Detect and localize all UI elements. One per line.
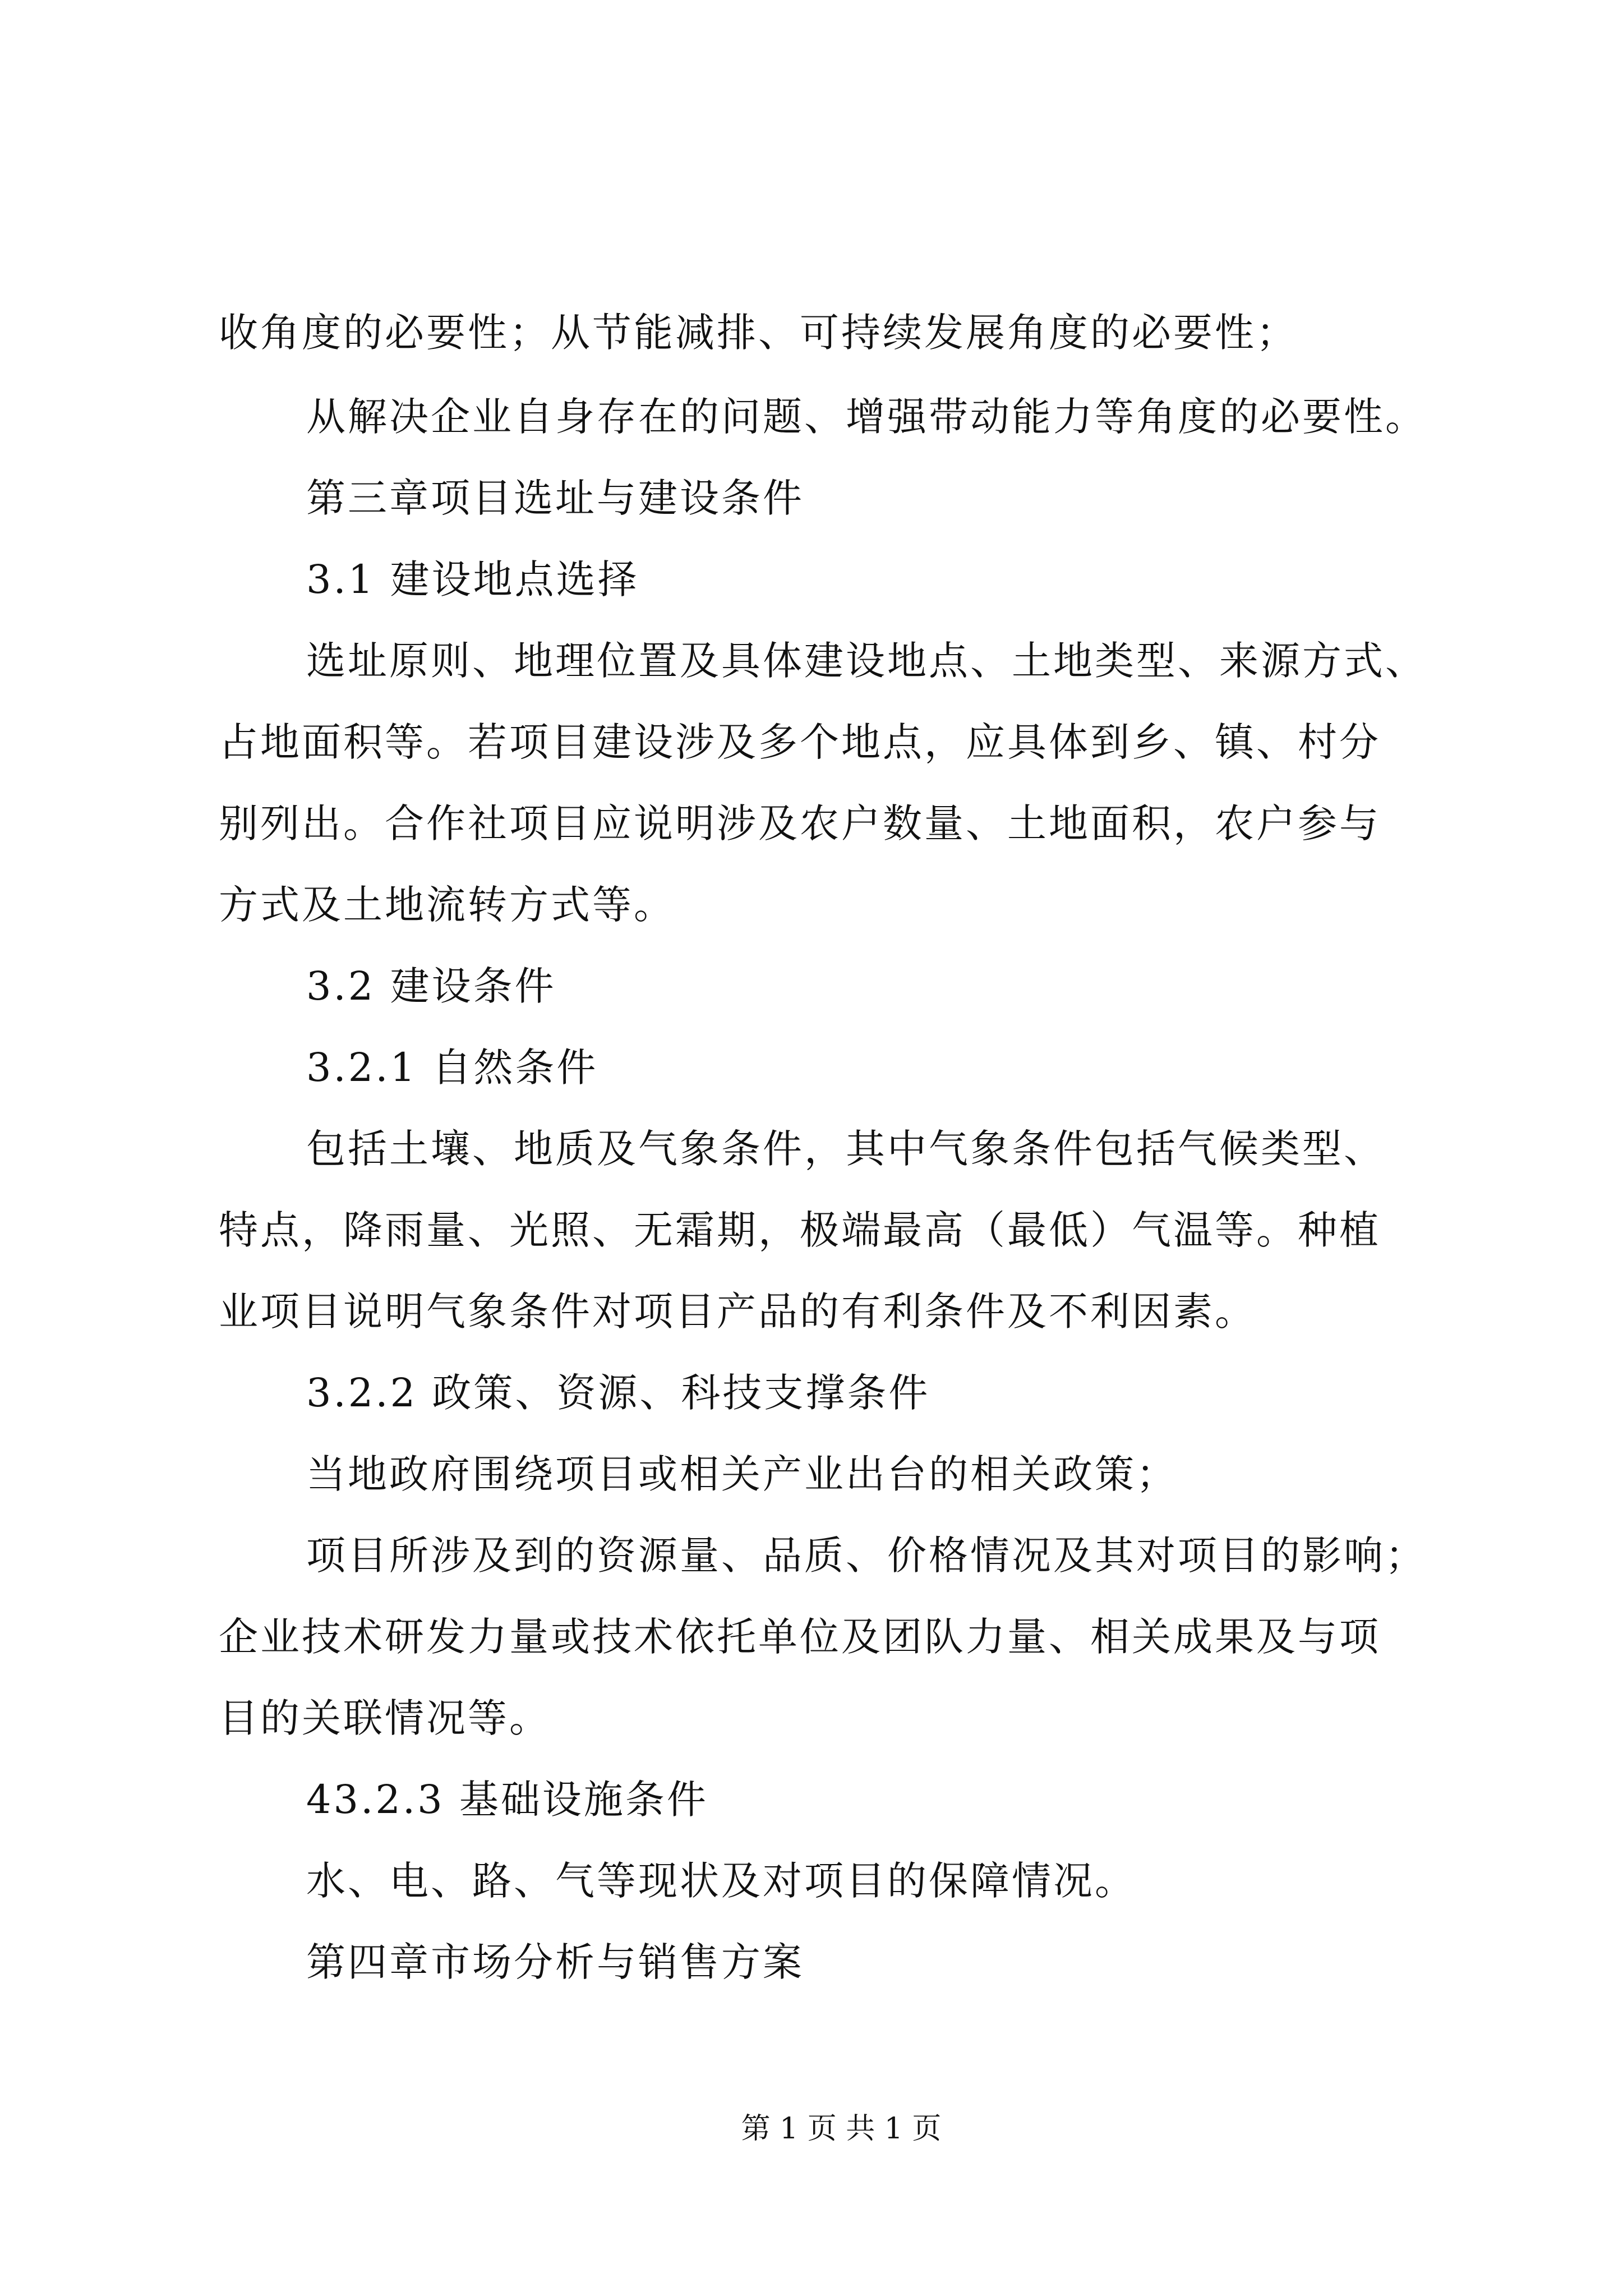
text-line: 占地面积等。若项目建设涉及多个地点，应具体到乡、镇、村分 <box>219 719 1381 765</box>
text-line: 选址原则、地理位置及具体建设地点、土地类型、来源方式、 <box>306 638 1427 684</box>
page-footer: 第 1 页 共 1 页 <box>741 2112 942 2146</box>
text-line: 收角度的必要性；从节能减排、可持续发展角度的必要性； <box>219 310 1298 356</box>
subsection-heading: 43.2.3 基础设施条件 <box>306 1777 708 1823</box>
text-line: 企业技术研发力量或技术依托单位及团队力量、相关成果及与项 <box>219 1614 1381 1660</box>
text-line: 当地政府围绕项目或相关产业出台的相关政策； <box>306 1451 1178 1497</box>
chapter-heading: 第四章市场分析与销售方案 <box>306 1939 804 1985</box>
section-heading: 3.2 建设条件 <box>306 963 556 1009</box>
section-heading: 3.1 建设地点选择 <box>306 556 639 602</box>
text-line: 从解决企业自身存在的问题、增强带动能力等角度的必要性。 <box>306 394 1427 440</box>
text-line: 别列出。合作社项目应说明涉及农户数量、土地面积，农户参与 <box>219 800 1381 846</box>
text-line: 特点，降雨量、光照、无霜期，极端最高（最低）气温等。种植 <box>219 1207 1381 1253</box>
text-line: 包括土壤、地质及气象条件，其中气象条件包括气候类型、 <box>306 1126 1385 1172</box>
text-line: 目的关联情况等。 <box>219 1695 551 1741</box>
text-line: 水、电、路、气等现状及对项目的保障情况。 <box>306 1858 1136 1904</box>
subsection-heading: 3.2.1 自然条件 <box>306 1045 598 1091</box>
text-line: 业项目说明气象条件对项目产品的有利条件及不利因素。 <box>219 1289 1256 1335</box>
chapter-heading: 第三章项目选址与建设条件 <box>306 475 804 521</box>
text-line: 方式及土地流转方式等。 <box>219 882 675 928</box>
subsection-heading: 3.2.2 政策、资源、科技支撑条件 <box>306 1370 930 1416</box>
text-line: 项目所涉及到的资源量、品质、价格情况及其对项目的影响； <box>306 1533 1427 1579</box>
